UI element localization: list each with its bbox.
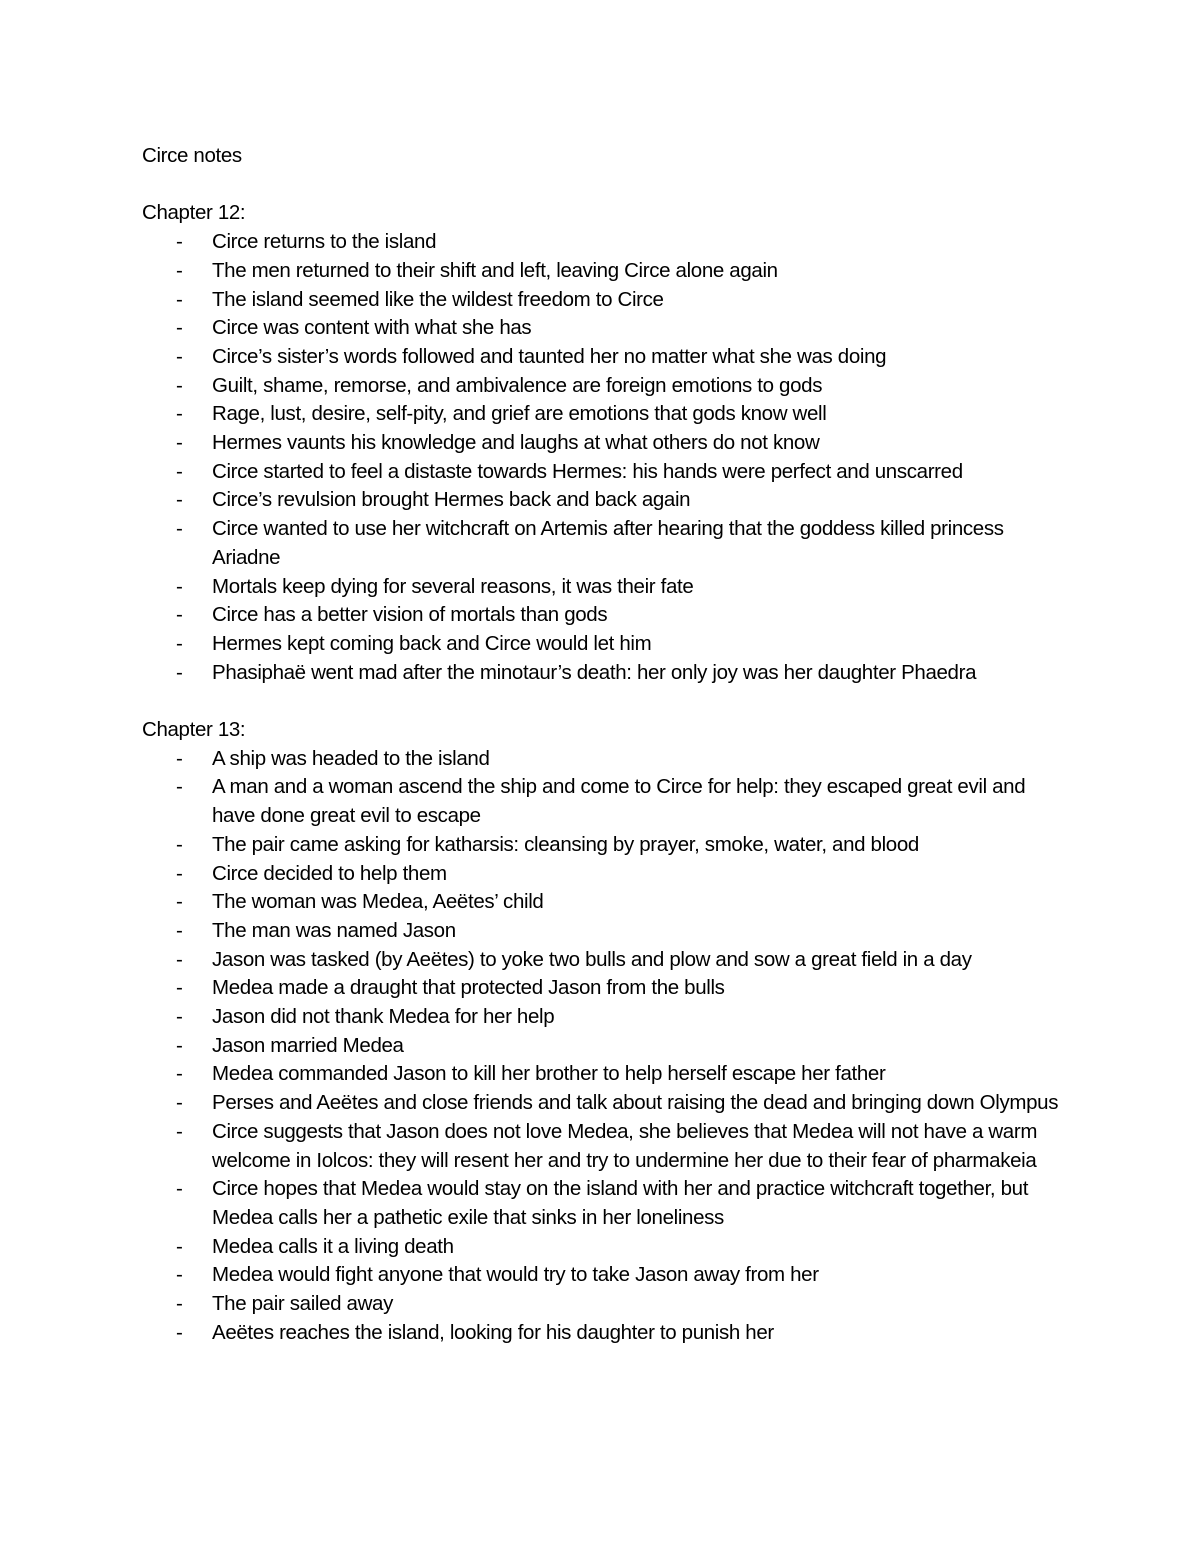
list-item-text: The pair sailed away xyxy=(212,1292,394,1316)
list-item-text: Circe started to feel a distaste towards Hermes: his hands were perfect and unscarred xyxy=(212,459,963,483)
bullet-dash: - xyxy=(176,373,183,397)
bullet-dash: - xyxy=(176,230,183,254)
list-item xyxy=(142,515,1072,572)
bullet-dash: - xyxy=(176,861,183,885)
list-item xyxy=(142,343,1072,372)
bullet-dash: - xyxy=(176,631,183,655)
list-item-text: A ship was headed to the island xyxy=(212,746,490,770)
bullet-dash: - xyxy=(176,603,183,627)
list-item-text: Jason did not thank Medea for her help xyxy=(212,1005,555,1029)
bullet-dash: - xyxy=(176,976,183,1000)
list-item-text: Circe suggests that Jason does not love Medea, she believes that Medea will not have a warm welcome in Iolcos: they will resent her and try to undermine her due to their fear of pharmakeia xyxy=(212,1119,1038,1172)
list-item-text: Circe hopes that Medea would stay on the island with her and practice witchcraft together, but Medea calls her a pathetic exile that sinks in her loneliness xyxy=(212,1177,1029,1229)
list-item xyxy=(142,257,1072,286)
bullet-dash: - xyxy=(176,517,183,541)
chapter-13-section xyxy=(142,716,1072,1347)
bullet-dash: - xyxy=(176,287,183,311)
bullet-dash: - xyxy=(176,775,183,799)
list-item-text: Medea made a draught that protected Jason from the bulls xyxy=(212,976,725,1000)
list-item-text: Hermes vaunts his knowledge and laughs at what others do not know xyxy=(212,431,820,455)
bullet-dash: - xyxy=(176,488,183,512)
list-item xyxy=(142,773,1072,830)
bullet-dash: - xyxy=(176,1292,183,1316)
document-body xyxy=(142,142,1072,1348)
list-item xyxy=(142,429,1072,458)
bullet-dash: - xyxy=(176,1263,183,1287)
list-item-text: Medea commanded Jason to kill her brother to help herself escape her father xyxy=(212,1062,886,1086)
list-item xyxy=(142,630,1072,659)
bullet-dash: - xyxy=(176,918,183,942)
list-item xyxy=(142,917,1072,946)
list-item xyxy=(142,1032,1072,1061)
list-item-text: Medea calls it a living death xyxy=(212,1234,454,1258)
list-item xyxy=(142,1233,1072,1262)
list-item-text: Medea would fight anyone that would try to take Jason away from her xyxy=(212,1263,819,1287)
list-item xyxy=(142,974,1072,1003)
list-item-text: The men returned to their shift and left, leaving Circe alone again xyxy=(212,258,778,282)
list-item xyxy=(142,946,1072,975)
list-item xyxy=(142,1060,1072,1089)
list-item-text: Circe wanted to use her witchcraft on Artemis after hearing that the goddess killed princess Ariadne xyxy=(212,517,1004,569)
list-item xyxy=(142,1175,1072,1232)
list-item xyxy=(142,1290,1072,1319)
list-item xyxy=(142,314,1072,343)
bullet-dash: - xyxy=(176,1234,183,1258)
list-item-text: The pair came asking for katharsis: cleansing by prayer, smoke, water, and blood xyxy=(212,832,919,856)
bullet-dash: - xyxy=(176,1033,183,1057)
list-item-text: Circe’s sister’s words followed and taunted her no matter what she was doing xyxy=(212,344,887,368)
list-item xyxy=(142,888,1072,917)
bullet-dash: - xyxy=(176,1005,183,1029)
bullet-dash: - xyxy=(176,258,183,282)
list-item-text: Circe returns to the island xyxy=(212,230,437,254)
list-item xyxy=(142,486,1072,515)
bullet-dash: - xyxy=(176,431,183,455)
bullet-dash: - xyxy=(176,1320,183,1344)
bullet-dash: - xyxy=(176,660,183,684)
list-item-text: Circe’s revulsion brought Hermes back and back again xyxy=(212,488,691,512)
list-item-text: Jason married Medea xyxy=(212,1033,404,1057)
bullet-dash: - xyxy=(176,1177,183,1201)
list-item-text: Rage, lust, desire, self-pity, and grief are emotions that gods know well xyxy=(212,402,827,426)
list-item xyxy=(142,286,1072,315)
list-item xyxy=(142,1003,1072,1032)
list-item-text: Circe has a better vision of mortals than gods xyxy=(212,603,608,627)
bullet-dash: - xyxy=(176,344,183,368)
list-item xyxy=(142,400,1072,429)
bullet-dash: - xyxy=(176,947,183,971)
list-item xyxy=(142,573,1072,602)
list-item-text: Aeëtes reaches the island, looking for his daughter to punish her xyxy=(212,1320,774,1344)
chapter-heading: Chapter 13: xyxy=(142,718,246,742)
bullet-dash: - xyxy=(176,1119,183,1143)
list-item-text: Phasiphaë went mad after the minotaur’s death: her only joy was her daughter Phaedra xyxy=(212,660,977,684)
bullet-dash: - xyxy=(176,1091,183,1115)
document-title: Circe notes xyxy=(142,144,242,167)
chapter-12-section xyxy=(142,199,1072,687)
bullet-dash: - xyxy=(176,746,183,770)
list-item xyxy=(142,860,1072,889)
list-item xyxy=(142,659,1072,688)
chapter-12-notes-list xyxy=(142,228,1072,687)
list-item-text: A man and a woman ascend the ship and come to Circe for help: they escaped great evil and have done great evil to escape xyxy=(212,775,1026,828)
chapter-13-notes-list xyxy=(142,745,1072,1348)
list-item xyxy=(142,458,1072,487)
list-item xyxy=(142,228,1072,257)
bullet-dash: - xyxy=(176,890,183,914)
list-item-text: Mortals keep dying for several reasons, it was their fate xyxy=(212,574,694,598)
list-item xyxy=(142,372,1072,401)
list-item-text: Jason was tasked (by Aeëtes) to yoke two bulls and plow and sow a great field in a day xyxy=(212,947,972,971)
list-item-text: Perses and Aeëtes and close friends and talk about raising the dead and bringing down Olympus xyxy=(212,1091,1059,1115)
list-item xyxy=(142,1089,1072,1118)
list-item-text: Circe decided to help them xyxy=(212,861,447,885)
list-item xyxy=(142,601,1072,630)
list-item-text: The island seemed like the wildest freedom to Circe xyxy=(212,287,664,311)
chapter-heading: Chapter 12: xyxy=(142,201,246,225)
bullet-dash: - xyxy=(176,402,183,426)
bullet-dash: - xyxy=(176,832,183,856)
list-item xyxy=(142,831,1072,860)
list-item xyxy=(142,1319,1072,1348)
bullet-dash: - xyxy=(176,1062,183,1086)
bullet-dash: - xyxy=(176,316,183,340)
list-item-text: The woman was Medea, Aeëtes’ child xyxy=(212,890,544,914)
list-item xyxy=(142,745,1072,774)
list-item-text: The man was named Jason xyxy=(212,918,456,942)
bullet-dash: - xyxy=(176,459,183,483)
bullet-dash: - xyxy=(176,574,183,598)
list-item-text: Guilt, shame, remorse, and ambivalence are foreign emotions to gods xyxy=(212,373,823,397)
list-item-text: Hermes kept coming back and Circe would let him xyxy=(212,631,652,655)
list-item xyxy=(142,1261,1072,1290)
list-item-text: Circe was content with what she has xyxy=(212,316,532,340)
list-item xyxy=(142,1118,1072,1175)
